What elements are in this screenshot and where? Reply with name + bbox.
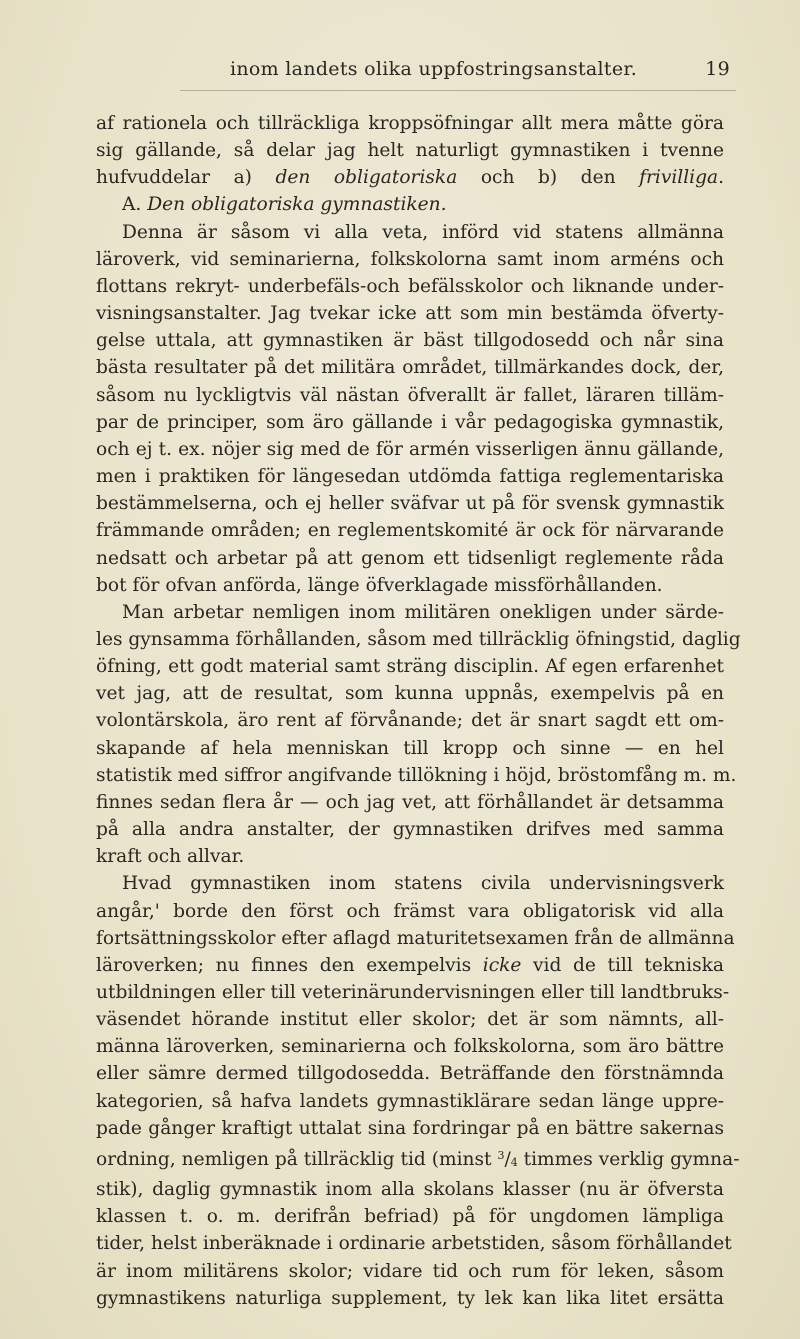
- text-line: klassen t. o. m. derifrån befriad) på för ungdomen lämpliga: [96, 1206, 724, 1228]
- text-line: nedsatt och arbetar på att genom ett tidsenligt reglemente råda: [96, 547, 724, 569]
- text-line: par de principer, som äro gällande i vår pedagogiska gymnastik,: [96, 411, 724, 433]
- section-heading-title: Den obligatoriska gymnastiken.: [147, 194, 447, 216]
- fraction-denominator: 4: [510, 1155, 518, 1169]
- text-line-start: ordning, nemligen på tillräcklig tid (minst: [96, 1148, 498, 1170]
- text-line: af rationela och tillräckliga kroppsöfningar allt mera måtte göra: [96, 113, 724, 134]
- text-line-start: hufvuddelar a): [96, 167, 276, 189]
- text-line: gymnastikens naturliga supplement, ty lek kan lika litet ersätta: [96, 1287, 724, 1309]
- text-segment: .: [718, 167, 725, 189]
- text-line: visningsanstalter. Jag tvekar icke att som min bestämda öfverty-: [96, 303, 724, 325]
- text-line: vet jag, att de resultat, som kunna uppnås, exempelvis på en: [96, 683, 724, 705]
- italic-term: den obligatoriska: [275, 167, 458, 189]
- text-line: [96, 952, 724, 979]
- header-rule: [180, 90, 736, 91]
- section-letter: A.: [122, 194, 148, 216]
- text-line: på alla andra anstalter, der gymnastiken drifves med samma: [96, 819, 724, 841]
- text-line: såsom nu lyckligtvis väl nästan öfverallt är fallet, läraren tilläm-: [96, 384, 724, 406]
- text-line: och ej t. ex. nöjer sig med de för armén visserligen ännu gällande,: [96, 438, 724, 460]
- text-line: främmande områden; en reglementskomité är ock för närvarande: [96, 520, 724, 542]
- text-line: men i praktiken för längesedan utdömda fattiga reglementariska: [96, 466, 724, 488]
- text-line: utbildningen eller till veterinärundervisningen eller till landtbruks-: [96, 982, 730, 1003]
- text-line: Denna är såsom vi alla veta, införd vid statens allmänna: [122, 221, 724, 243]
- text-line: statistik med siffror angifvande tillökning i höjd, bröstomfång m. m.: [96, 764, 737, 786]
- text-line: gelse uttala, att gymnastiken är bäst tillgodosedd och når sina: [96, 330, 724, 352]
- text-line: stik), daglig gymnastik inom alla skolans klasser (nu är öfversta: [96, 1179, 724, 1201]
- text-line: kraft och allvar.: [96, 846, 245, 868]
- text-line: bestämmelserna, och ej heller sväfvar ut på för svensk gymnastik: [96, 493, 724, 515]
- text-line: männa läroverken, seminarierna och folkskolorna, som äro bättre: [96, 1036, 724, 1058]
- text-line: Hvad gymnastiken inom statens civila undervisningsverk: [122, 873, 724, 895]
- text-line: [96, 1142, 740, 1176]
- body-text: [96, 110, 741, 1312]
- italic-term: icke: [482, 954, 522, 976]
- text-line: flottans rekryt- underbefäls-och befälsskolor och liknande under-: [96, 275, 724, 297]
- text-line: volontärskola, äro rent af förvånande; det är snart sagdt ett om-: [96, 710, 724, 732]
- text-line: Man arbetar nemligen inom militären onekligen under särde-: [122, 601, 724, 623]
- text-line: finnes sedan flera år — och jag vet, att förhållandet är detsamma: [96, 791, 724, 813]
- text-line: fortsättningsskolor efter aflagd maturitetsexamen från de allmänna: [96, 927, 735, 949]
- text-line-start: läroverken; nu finnes den exempelvis: [96, 954, 483, 976]
- text-line: bästa resultater på det militära området, tillmärkandes dock, der,: [96, 357, 724, 379]
- text-line: väsendet hörande institut eller skolor; det är som nämnts, all-: [96, 1009, 724, 1031]
- text-line: tider, helst inberäknade i ordinarie arbetstiden, såsom förhållandet: [96, 1233, 732, 1255]
- text-line: skapande af hela menniskan till kropp och sinne — en hel: [96, 737, 724, 759]
- text-line: les gynsamma förhållanden, såsom med tillräcklig öfningstid, daglig: [96, 628, 741, 650]
- fraction-slash: /: [504, 1148, 511, 1170]
- text-line: kategorien, så hafva landets gymnastiklärare sedan länge uppre-: [96, 1090, 724, 1112]
- text-line: [96, 164, 724, 191]
- text-segment: och b) den: [457, 167, 640, 189]
- section-heading: [96, 191, 724, 218]
- fraction-numerator: 3: [497, 1148, 505, 1162]
- text-line: läroverk, vid seminarierna, folkskolorna samt inom arméns och: [96, 248, 724, 270]
- text-line: är inom militärens skolor; vidare tid och rum för leken, såsom: [96, 1260, 724, 1282]
- running-title: inom landets olika uppfostringsanstalter.: [230, 58, 638, 80]
- text-line: pade gånger kraftigt uttalat sina fordringar på en bättre sakernas: [96, 1117, 724, 1139]
- page-number: 19: [705, 58, 730, 80]
- text-line: sig gällande, så delar jag helt naturligt gymnastiken i tvenne: [96, 140, 724, 162]
- text-line: öfning, ett godt material samt sträng disciplin. Af egen erfarenhet: [96, 656, 724, 678]
- text-line: bot för ofvan anförda, länge öfverklagade missförhållanden.: [96, 574, 663, 596]
- text-line: angår,' borde den först och främst vara obligatorisk vid alla: [96, 900, 724, 922]
- text-line: eller sämre dermed tillgodosedda. Beträffande den förstnämnda: [96, 1063, 724, 1085]
- text-segment: vid de till tekniska: [521, 954, 724, 976]
- text-segment: timmes verklig gymna-: [517, 1148, 740, 1170]
- italic-term: frivilliga: [639, 167, 719, 189]
